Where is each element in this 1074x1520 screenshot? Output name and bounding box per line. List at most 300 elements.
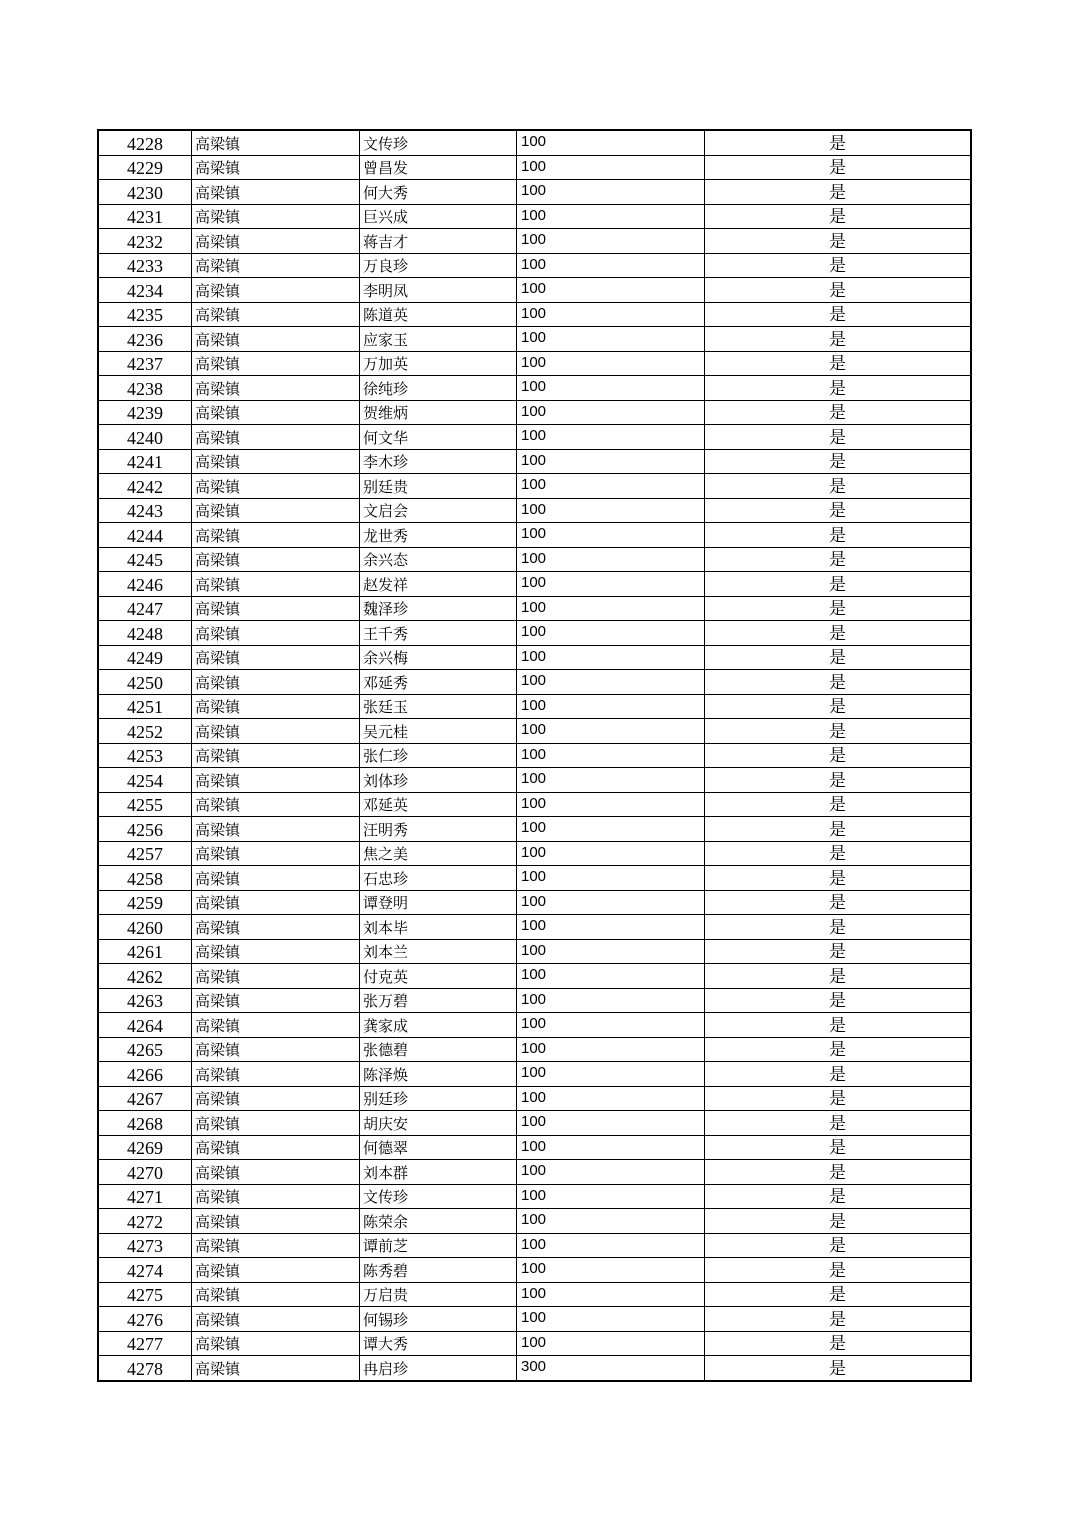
- table-row: [98, 1233, 971, 1258]
- town-cell: 高梁镇: [192, 1258, 360, 1283]
- row-number-cell: 4265: [98, 1037, 192, 1062]
- row-number-cell: 4274: [98, 1258, 192, 1283]
- amount-cell: 100: [517, 1233, 705, 1258]
- town-cell: 高梁镇: [192, 1037, 360, 1062]
- town-cell: 高梁镇: [192, 204, 360, 229]
- row-number-cell: 4246: [98, 572, 192, 597]
- row-number-cell: 4255: [98, 792, 192, 817]
- table-row: [98, 915, 971, 940]
- table-row: [98, 425, 971, 450]
- amount-cell: 100: [517, 1062, 705, 1087]
- table-row: [98, 866, 971, 891]
- row-number-cell: 4272: [98, 1209, 192, 1234]
- row-number-cell: 4250: [98, 670, 192, 695]
- row-number-cell: 4278: [98, 1356, 192, 1381]
- flag-cell: 是: [705, 1331, 972, 1356]
- amount-cell: 100: [517, 1209, 705, 1234]
- town-cell: 高梁镇: [192, 376, 360, 401]
- town-cell: 高梁镇: [192, 596, 360, 621]
- table-row: [98, 743, 971, 768]
- table-row: [98, 1086, 971, 1111]
- row-number-cell: 4273: [98, 1233, 192, 1258]
- data-table: [97, 129, 972, 1382]
- flag-cell: 是: [705, 1013, 972, 1038]
- town-cell: 高梁镇: [192, 817, 360, 842]
- flag-cell: 是: [705, 1282, 972, 1307]
- person-name-cell: 贺维炳: [360, 400, 517, 425]
- table-row: [98, 988, 971, 1013]
- row-number-cell: 4270: [98, 1160, 192, 1185]
- flag-cell: 是: [705, 596, 972, 621]
- person-name-cell: 别廷珍: [360, 1086, 517, 1111]
- person-name-cell: 曾昌发: [360, 155, 517, 180]
- person-name-cell: 汪明秀: [360, 817, 517, 842]
- amount-cell: 100: [517, 1135, 705, 1160]
- table-row: [98, 1037, 971, 1062]
- table-row: [98, 670, 971, 695]
- amount-cell: 100: [517, 645, 705, 670]
- flag-cell: 是: [705, 253, 972, 278]
- person-name-cell: 魏泽珍: [360, 596, 517, 621]
- table-row: [98, 449, 971, 474]
- table-row: [98, 645, 971, 670]
- town-cell: 高梁镇: [192, 1307, 360, 1332]
- amount-cell: 100: [517, 596, 705, 621]
- row-number-cell: 4275: [98, 1282, 192, 1307]
- person-name-cell: 赵发祥: [360, 572, 517, 597]
- person-name-cell: 别廷贵: [360, 474, 517, 499]
- flag-cell: 是: [705, 1184, 972, 1209]
- flag-cell: 是: [705, 1111, 972, 1136]
- table-row: [98, 1013, 971, 1038]
- row-number-cell: 4277: [98, 1331, 192, 1356]
- town-cell: 高梁镇: [192, 743, 360, 768]
- amount-cell: 100: [517, 351, 705, 376]
- flag-cell: 是: [705, 155, 972, 180]
- person-name-cell: 胡庆安: [360, 1111, 517, 1136]
- town-cell: 高梁镇: [192, 719, 360, 744]
- town-cell: 高梁镇: [192, 768, 360, 793]
- table-row: [98, 155, 971, 180]
- table-row: [98, 1282, 971, 1307]
- person-name-cell: 刘本毕: [360, 915, 517, 940]
- row-number-cell: 4268: [98, 1111, 192, 1136]
- amount-cell: 100: [517, 474, 705, 499]
- flag-cell: 是: [705, 964, 972, 989]
- town-cell: 高梁镇: [192, 253, 360, 278]
- amount-cell: 100: [517, 327, 705, 352]
- person-name-cell: 蒋吉才: [360, 229, 517, 254]
- table-row: [98, 523, 971, 548]
- row-number-cell: 4229: [98, 155, 192, 180]
- person-name-cell: 万启贵: [360, 1282, 517, 1307]
- flag-cell: 是: [705, 817, 972, 842]
- amount-cell: 100: [517, 253, 705, 278]
- amount-cell: 100: [517, 792, 705, 817]
- amount-cell: 100: [517, 694, 705, 719]
- flag-cell: 是: [705, 425, 972, 450]
- flag-cell: 是: [705, 890, 972, 915]
- table-row: [98, 1111, 971, 1136]
- amount-cell: 100: [517, 743, 705, 768]
- town-cell: 高梁镇: [192, 1111, 360, 1136]
- amount-cell: 100: [517, 1282, 705, 1307]
- amount-cell: 100: [517, 155, 705, 180]
- person-name-cell: 文传珍: [360, 1184, 517, 1209]
- row-number-cell: 4230: [98, 180, 192, 205]
- amount-cell: 100: [517, 572, 705, 597]
- table-row: [98, 1258, 971, 1283]
- person-name-cell: 余兴态: [360, 547, 517, 572]
- person-name-cell: 万加英: [360, 351, 517, 376]
- amount-cell: 100: [517, 719, 705, 744]
- person-name-cell: 王千秀: [360, 621, 517, 646]
- row-number-cell: 4259: [98, 890, 192, 915]
- person-name-cell: 刘体珍: [360, 768, 517, 793]
- table-row: [98, 400, 971, 425]
- town-cell: 高梁镇: [192, 400, 360, 425]
- table-row: [98, 1209, 971, 1234]
- row-number-cell: 4269: [98, 1135, 192, 1160]
- town-cell: 高梁镇: [192, 278, 360, 303]
- table-row: [98, 474, 971, 499]
- amount-cell: 100: [517, 229, 705, 254]
- town-cell: 高梁镇: [192, 841, 360, 866]
- spreadsheet-page: [97, 129, 972, 1382]
- table-row: [98, 1307, 971, 1332]
- row-number-cell: 4234: [98, 278, 192, 303]
- town-cell: 高梁镇: [192, 180, 360, 205]
- table-row: [98, 302, 971, 327]
- amount-cell: 100: [517, 1086, 705, 1111]
- table-body: [98, 130, 971, 1381]
- amount-cell: 100: [517, 1331, 705, 1356]
- amount-cell: 100: [517, 523, 705, 548]
- town-cell: 高梁镇: [192, 474, 360, 499]
- person-name-cell: 焦之美: [360, 841, 517, 866]
- town-cell: 高梁镇: [192, 670, 360, 695]
- town-cell: 高梁镇: [192, 1013, 360, 1038]
- person-name-cell: 李木珍: [360, 449, 517, 474]
- table-row: [98, 1062, 971, 1087]
- amount-cell: 100: [517, 376, 705, 401]
- town-cell: 高梁镇: [192, 1086, 360, 1111]
- town-cell: 高梁镇: [192, 1160, 360, 1185]
- town-cell: 高梁镇: [192, 229, 360, 254]
- row-number-cell: 4243: [98, 498, 192, 523]
- row-number-cell: 4237: [98, 351, 192, 376]
- amount-cell: 100: [517, 1258, 705, 1283]
- flag-cell: 是: [705, 523, 972, 548]
- row-number-cell: 4241: [98, 449, 192, 474]
- flag-cell: 是: [705, 400, 972, 425]
- town-cell: 高梁镇: [192, 351, 360, 376]
- amount-cell: 100: [517, 302, 705, 327]
- flag-cell: 是: [705, 351, 972, 376]
- flag-cell: 是: [705, 302, 972, 327]
- flag-cell: 是: [705, 915, 972, 940]
- person-name-cell: 何锡珍: [360, 1307, 517, 1332]
- town-cell: 高梁镇: [192, 498, 360, 523]
- person-name-cell: 何大秀: [360, 180, 517, 205]
- town-cell: 高梁镇: [192, 130, 360, 155]
- town-cell: 高梁镇: [192, 449, 360, 474]
- person-name-cell: 万良珍: [360, 253, 517, 278]
- person-name-cell: 李明凤: [360, 278, 517, 303]
- person-name-cell: 吴元桂: [360, 719, 517, 744]
- town-cell: 高梁镇: [192, 792, 360, 817]
- row-number-cell: 4271: [98, 1184, 192, 1209]
- person-name-cell: 徐纯珍: [360, 376, 517, 401]
- row-number-cell: 4276: [98, 1307, 192, 1332]
- row-number-cell: 4240: [98, 425, 192, 450]
- town-cell: 高梁镇: [192, 988, 360, 1013]
- town-cell: 高梁镇: [192, 964, 360, 989]
- amount-cell: 100: [517, 278, 705, 303]
- person-name-cell: 余兴梅: [360, 645, 517, 670]
- person-name-cell: 谭前芝: [360, 1233, 517, 1258]
- flag-cell: 是: [705, 1062, 972, 1087]
- amount-cell: 100: [517, 768, 705, 793]
- row-number-cell: 4231: [98, 204, 192, 229]
- town-cell: 高梁镇: [192, 694, 360, 719]
- row-number-cell: 4244: [98, 523, 192, 548]
- flag-cell: 是: [705, 229, 972, 254]
- row-number-cell: 4245: [98, 547, 192, 572]
- town-cell: 高梁镇: [192, 302, 360, 327]
- flag-cell: 是: [705, 670, 972, 695]
- person-name-cell: 石忠珍: [360, 866, 517, 891]
- amount-cell: 300: [517, 1356, 705, 1381]
- row-number-cell: 4267: [98, 1086, 192, 1111]
- amount-cell: 100: [517, 449, 705, 474]
- row-number-cell: 4262: [98, 964, 192, 989]
- row-number-cell: 4260: [98, 915, 192, 940]
- town-cell: 高梁镇: [192, 915, 360, 940]
- flag-cell: 是: [705, 645, 972, 670]
- person-name-cell: 张廷玉: [360, 694, 517, 719]
- amount-cell: 100: [517, 204, 705, 229]
- row-number-cell: 4236: [98, 327, 192, 352]
- table-row: [98, 817, 971, 842]
- flag-cell: 是: [705, 1135, 972, 1160]
- table-row: [98, 351, 971, 376]
- amount-cell: 100: [517, 1013, 705, 1038]
- table-row: [98, 327, 971, 352]
- person-name-cell: 付克英: [360, 964, 517, 989]
- row-number-cell: 4247: [98, 596, 192, 621]
- table-row: [98, 694, 971, 719]
- town-cell: 高梁镇: [192, 1209, 360, 1234]
- town-cell: 高梁镇: [192, 425, 360, 450]
- town-cell: 高梁镇: [192, 155, 360, 180]
- person-name-cell: 文传珍: [360, 130, 517, 155]
- table-row: [98, 621, 971, 646]
- flag-cell: 是: [705, 1209, 972, 1234]
- row-number-cell: 4266: [98, 1062, 192, 1087]
- row-number-cell: 4258: [98, 866, 192, 891]
- amount-cell: 100: [517, 425, 705, 450]
- flag-cell: 是: [705, 841, 972, 866]
- person-name-cell: 陈泽焕: [360, 1062, 517, 1087]
- person-name-cell: 刘本群: [360, 1160, 517, 1185]
- flag-cell: 是: [705, 1160, 972, 1185]
- flag-cell: 是: [705, 1258, 972, 1283]
- row-number-cell: 4233: [98, 253, 192, 278]
- flag-cell: 是: [705, 130, 972, 155]
- town-cell: 高梁镇: [192, 1184, 360, 1209]
- person-name-cell: 何德翠: [360, 1135, 517, 1160]
- town-cell: 高梁镇: [192, 645, 360, 670]
- amount-cell: 100: [517, 1037, 705, 1062]
- town-cell: 高梁镇: [192, 1233, 360, 1258]
- town-cell: 高梁镇: [192, 939, 360, 964]
- row-number-cell: 4232: [98, 229, 192, 254]
- row-number-cell: 4242: [98, 474, 192, 499]
- town-cell: 高梁镇: [192, 621, 360, 646]
- table-row: [98, 180, 971, 205]
- flag-cell: 是: [705, 204, 972, 229]
- table-row: [98, 1184, 971, 1209]
- table-row: [98, 792, 971, 817]
- flag-cell: 是: [705, 792, 972, 817]
- person-name-cell: 何文华: [360, 425, 517, 450]
- town-cell: 高梁镇: [192, 1331, 360, 1356]
- row-number-cell: 4256: [98, 817, 192, 842]
- flag-cell: 是: [705, 1037, 972, 1062]
- amount-cell: 100: [517, 400, 705, 425]
- table-row: [98, 1135, 971, 1160]
- amount-cell: 100: [517, 621, 705, 646]
- person-name-cell: 刘本兰: [360, 939, 517, 964]
- amount-cell: 100: [517, 988, 705, 1013]
- row-number-cell: 4239: [98, 400, 192, 425]
- person-name-cell: 应家玉: [360, 327, 517, 352]
- flag-cell: 是: [705, 180, 972, 205]
- person-name-cell: 谭大秀: [360, 1331, 517, 1356]
- town-cell: 高梁镇: [192, 1135, 360, 1160]
- amount-cell: 100: [517, 547, 705, 572]
- row-number-cell: 4251: [98, 694, 192, 719]
- table-row: [98, 498, 971, 523]
- amount-cell: 100: [517, 1111, 705, 1136]
- row-number-cell: 4264: [98, 1013, 192, 1038]
- amount-cell: 100: [517, 130, 705, 155]
- flag-cell: 是: [705, 1086, 972, 1111]
- row-number-cell: 4257: [98, 841, 192, 866]
- table-row: [98, 1160, 971, 1185]
- table-row: [98, 278, 971, 303]
- row-number-cell: 4248: [98, 621, 192, 646]
- flag-cell: 是: [705, 939, 972, 964]
- amount-cell: 100: [517, 964, 705, 989]
- row-number-cell: 4253: [98, 743, 192, 768]
- table-row: [98, 253, 971, 278]
- person-name-cell: 张德碧: [360, 1037, 517, 1062]
- person-name-cell: 邓延秀: [360, 670, 517, 695]
- flag-cell: 是: [705, 327, 972, 352]
- person-name-cell: 巨兴成: [360, 204, 517, 229]
- amount-cell: 100: [517, 841, 705, 866]
- person-name-cell: 张仁珍: [360, 743, 517, 768]
- flag-cell: 是: [705, 547, 972, 572]
- person-name-cell: 邓延英: [360, 792, 517, 817]
- row-number-cell: 4261: [98, 939, 192, 964]
- flag-cell: 是: [705, 474, 972, 499]
- table-row: [98, 890, 971, 915]
- person-name-cell: 冉启珍: [360, 1356, 517, 1381]
- person-name-cell: 陈秀碧: [360, 1258, 517, 1283]
- town-cell: 高梁镇: [192, 327, 360, 352]
- town-cell: 高梁镇: [192, 523, 360, 548]
- table-row: [98, 229, 971, 254]
- flag-cell: 是: [705, 278, 972, 303]
- person-name-cell: 文启会: [360, 498, 517, 523]
- amount-cell: 100: [517, 1160, 705, 1185]
- table-row: [98, 204, 971, 229]
- amount-cell: 100: [517, 670, 705, 695]
- flag-cell: 是: [705, 988, 972, 1013]
- table-row: [98, 964, 971, 989]
- person-name-cell: 龙世秀: [360, 523, 517, 548]
- flag-cell: 是: [705, 449, 972, 474]
- amount-cell: 100: [517, 866, 705, 891]
- row-number-cell: 4235: [98, 302, 192, 327]
- flag-cell: 是: [705, 376, 972, 401]
- town-cell: 高梁镇: [192, 866, 360, 891]
- town-cell: 高梁镇: [192, 572, 360, 597]
- amount-cell: 100: [517, 817, 705, 842]
- flag-cell: 是: [705, 1233, 972, 1258]
- amount-cell: 100: [517, 1184, 705, 1209]
- flag-cell: 是: [705, 1307, 972, 1332]
- table-row: [98, 376, 971, 401]
- row-number-cell: 4263: [98, 988, 192, 1013]
- flag-cell: 是: [705, 866, 972, 891]
- flag-cell: 是: [705, 694, 972, 719]
- amount-cell: 100: [517, 1307, 705, 1332]
- flag-cell: 是: [705, 498, 972, 523]
- amount-cell: 100: [517, 915, 705, 940]
- table-row: [98, 596, 971, 621]
- table-row: [98, 130, 971, 155]
- row-number-cell: 4228: [98, 130, 192, 155]
- town-cell: 高梁镇: [192, 890, 360, 915]
- flag-cell: 是: [705, 719, 972, 744]
- flag-cell: 是: [705, 572, 972, 597]
- amount-cell: 100: [517, 180, 705, 205]
- table-row: [98, 547, 971, 572]
- town-cell: 高梁镇: [192, 1062, 360, 1087]
- row-number-cell: 4249: [98, 645, 192, 670]
- person-name-cell: 龚家成: [360, 1013, 517, 1038]
- flag-cell: 是: [705, 768, 972, 793]
- person-name-cell: 陈道英: [360, 302, 517, 327]
- table-row: [98, 1356, 971, 1381]
- amount-cell: 100: [517, 890, 705, 915]
- table-row: [98, 1331, 971, 1356]
- flag-cell: 是: [705, 621, 972, 646]
- person-name-cell: 陈荣余: [360, 1209, 517, 1234]
- amount-cell: 100: [517, 939, 705, 964]
- town-cell: 高梁镇: [192, 1356, 360, 1381]
- flag-cell: 是: [705, 1356, 972, 1381]
- row-number-cell: 4238: [98, 376, 192, 401]
- row-number-cell: 4252: [98, 719, 192, 744]
- person-name-cell: 张万碧: [360, 988, 517, 1013]
- table-row: [98, 719, 971, 744]
- row-number-cell: 4254: [98, 768, 192, 793]
